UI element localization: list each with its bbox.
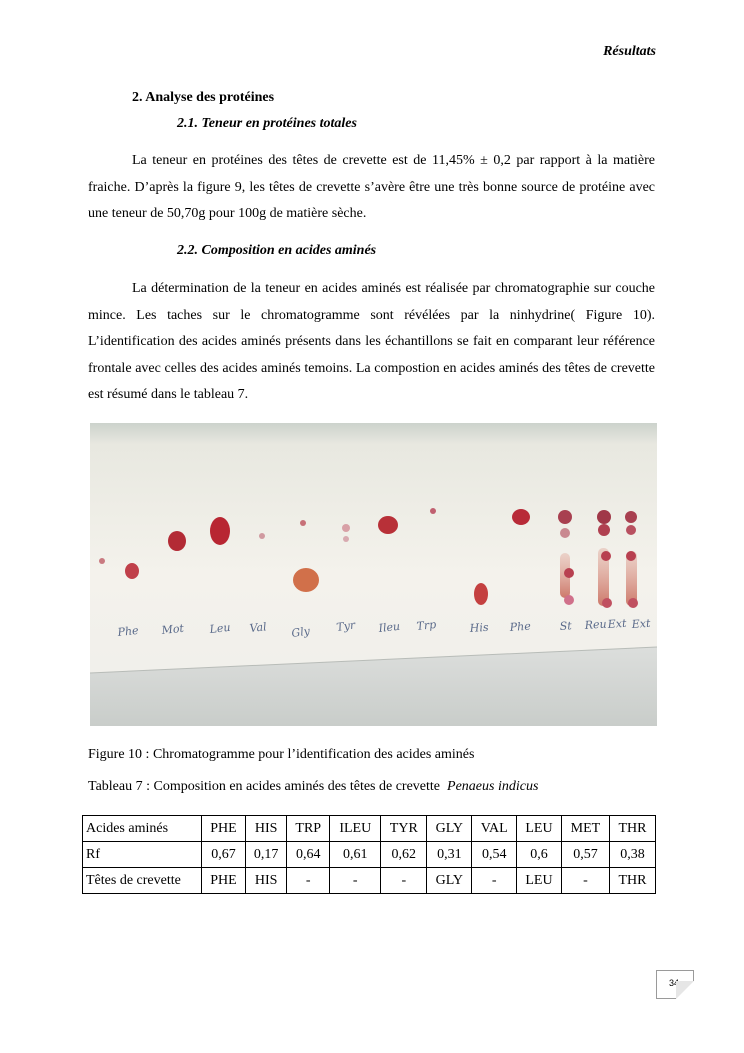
paragraph-amino: La détermination de la teneur en acides aminés est réalisée par chromatographie sur couche mince. Les taches sur le chromatogramme sont révélées par la ninhydrine( Figure 10). L’identification des acides aminés présents dans les échantillons se fait en comparant leur référence frontale avec celles des acides aminés temoins. La compostion en acides aminés des têtes de crevette est résumé dans le tableau 7. <box>88 281 655 402</box>
chromatogram-image <box>90 423 657 726</box>
table-cell: ILEU <box>330 816 381 842</box>
lane-label: Trp <box>415 618 437 633</box>
table-cell: VAL <box>472 816 517 842</box>
lane-label: Reu <box>584 617 608 632</box>
table-cell: LEU <box>517 816 562 842</box>
table-cell: HIS <box>245 868 286 894</box>
lane-label: Phe <box>509 619 532 634</box>
table-cell: - <box>330 868 381 894</box>
spot-his <box>474 583 488 605</box>
lane-label: Mot <box>160 621 185 637</box>
table-cell: 0,62 <box>381 842 427 868</box>
amino-acid-table <box>82 815 656 894</box>
table-cell: - <box>472 868 517 894</box>
page-curl-icon <box>676 981 694 999</box>
section-header: Résultats <box>603 44 656 59</box>
lane-label: Val <box>248 620 268 635</box>
spot-phe-ref <box>512 509 530 525</box>
table-cell: 0,6 <box>517 842 562 868</box>
table-cell: 0,31 <box>427 842 472 868</box>
table-cell: THR <box>609 816 655 842</box>
spot-gly-top <box>300 520 306 526</box>
table-cell: TRP <box>287 816 330 842</box>
page-number: 34 <box>669 978 680 988</box>
table-cell: 0,57 <box>561 842 609 868</box>
spot-tyr <box>342 524 350 532</box>
spot-tyr-2 <box>343 536 349 542</box>
subsection-heading-amino: 2.2. Composition en acides aminés <box>177 243 377 258</box>
table-cell: Acides aminés <box>83 816 202 842</box>
table-header-row <box>83 816 656 842</box>
spot-phe <box>99 558 105 564</box>
table-cell: PHE <box>202 868 246 894</box>
table-row <box>83 868 656 894</box>
table-cell: 0,64 <box>287 842 330 868</box>
table-cell: 0,61 <box>330 842 381 868</box>
page-number-box <box>656 970 694 999</box>
table-cell: PHE <box>202 816 246 842</box>
lane-label: Gly <box>290 624 311 640</box>
spot-val <box>259 533 265 539</box>
table-cell: Rf <box>83 842 202 868</box>
table-caption-text: Tableau 7 : Composition en acides aminés des têtes de crevette <box>88 779 441 794</box>
table-cell: 0,54 <box>472 842 517 868</box>
table-cell: - <box>381 868 427 894</box>
lane-label: Ileu <box>377 619 401 635</box>
lane-label: Phe <box>116 623 140 639</box>
table-cell: HIS <box>245 816 286 842</box>
lane-label: Leu <box>208 620 232 636</box>
lane-label: St <box>559 619 573 633</box>
lane-label: Ext <box>631 616 651 631</box>
table-cell: - <box>287 868 330 894</box>
table-cell: GLY <box>427 816 472 842</box>
section-heading: 2. Analyse des protéines <box>132 90 275 105</box>
subsection-heading-protein: 2.1. Teneur en protéines totales <box>177 116 357 131</box>
spot-ileu <box>378 516 398 534</box>
table-cell: 0,67 <box>202 842 246 868</box>
spot-met <box>168 531 186 551</box>
table-cell: GLY <box>427 868 472 894</box>
spot-phe-2 <box>125 563 139 579</box>
table-cell: TYR <box>381 816 427 842</box>
paragraph-protein: La teneur en protéines des têtes de crevette est de 11,45% ± 0,2 par rapport à la matière fraiche. D’après la figure 9, les têtes de crevette s’avère être une très bonne source de protéine avec une teneur de 50,70g pour 100g de matière sèche. <box>88 153 655 221</box>
table-cell: Têtes de crevette <box>83 868 202 894</box>
spot-trp <box>430 508 436 514</box>
lane-label: His <box>469 620 489 635</box>
table-caption <box>88 779 538 795</box>
lane-label: Ext <box>607 616 627 631</box>
lane-label: Tyr <box>335 618 357 634</box>
figure-caption: Figure 10 : Chromatogramme pour l’identification des acides aminés <box>88 747 475 762</box>
table-cell: 0,17 <box>245 842 286 868</box>
table-caption-species: Penaeus indicus <box>447 779 539 794</box>
spot-gly <box>293 568 319 592</box>
spot-leu <box>210 517 230 545</box>
table-row <box>83 842 656 868</box>
table-cell: MET <box>561 816 609 842</box>
chromatogram-photo <box>90 423 657 726</box>
table-cell: - <box>561 868 609 894</box>
table-cell: 0,38 <box>609 842 655 868</box>
table-cell: LEU <box>517 868 562 894</box>
table-cell: THR <box>609 868 655 894</box>
